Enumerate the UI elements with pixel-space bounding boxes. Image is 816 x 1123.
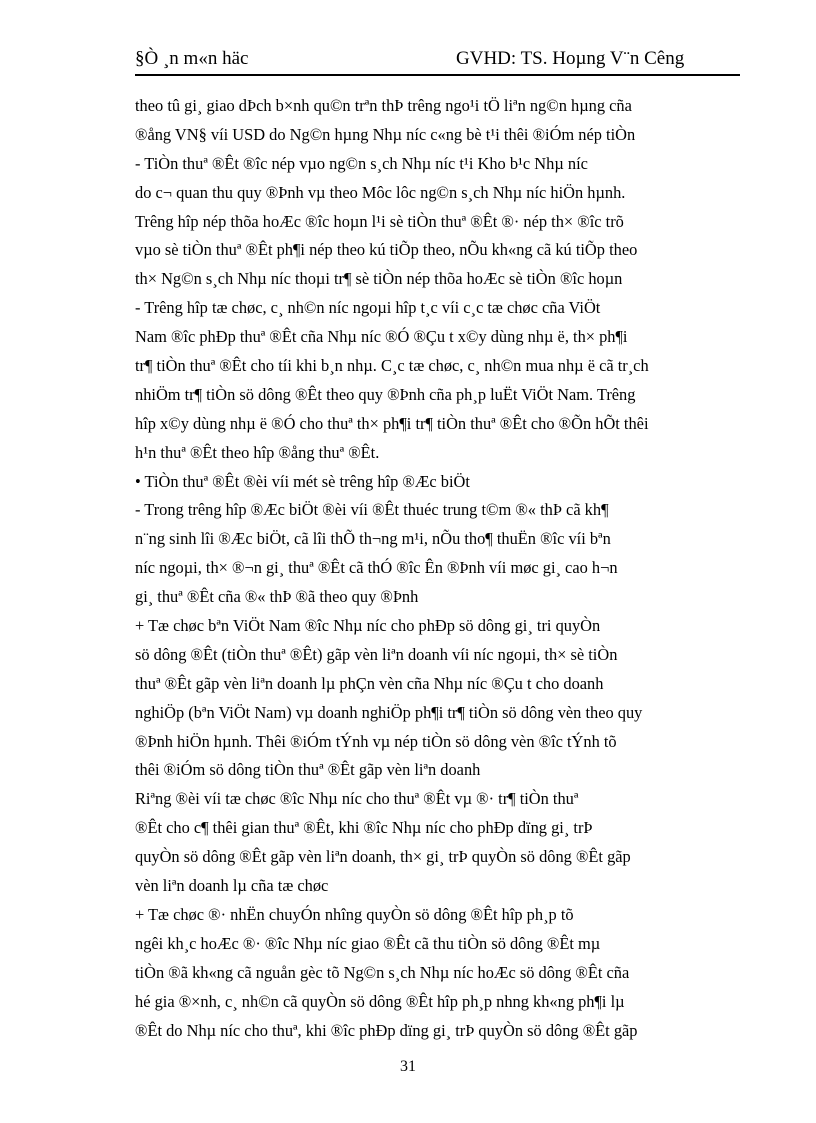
text-line: ®ång VN§ víi USD do Ng©n hµng Nhµ níc c«ng bè t¹i thêi ®iÓm nép tiÒn bbox=[135, 124, 636, 144]
header-supervisor: GVHD: TS. Hoµng V¨n Cêng bbox=[456, 48, 685, 69]
text-line: nhiÖm tr¶ tiÒn sö dông ®Êt theo quy ®Þnh cña ph¸p luËt ViÖt Nam. Trêng bbox=[135, 384, 636, 404]
text-line: níc ngoµi, th× ®¬n gi¸ thuª ®Êt cã thÓ ®îc Ên ®Þnh víi møc gi¸ cao h¬n bbox=[135, 558, 618, 578]
text-line: Trêng hîp nép thõa hoÆc ®îc hoµn l¹i sè tiÒn thuª ®Êt ®· nép th× ®îc trõ bbox=[135, 211, 624, 231]
text-line: do c¬ quan thu quy ®Þnh vµ theo Môc lôc ng©n s¸ch Nhµ níc hiÖn hµnh. bbox=[135, 182, 626, 202]
text-line: - Trêng hîp tæ chøc, c¸ nh©n níc ngoµi hîp t¸c víi c¸c tæ chøc cña ViÖt bbox=[135, 298, 601, 318]
text-line: thuª ®Êt gãp vèn liªn doanh lµ phÇn vèn cña Nhµ níc ®Çu t cho doanh bbox=[135, 673, 604, 693]
text-line: + Tæ chøc ®· nhËn chuyÓn nhîng quyÒn sö dông ®Êt hîp ph¸p tõ bbox=[135, 904, 574, 924]
text-line: nghiÖp (bªn ViÖt Nam) vµ doanh nghiÖp ph¶i tr¶ tiÒn sö dông vèn theo quy bbox=[135, 702, 643, 722]
text-line: Riªng ®èi víi tæ chøc ®îc Nhµ níc cho thuª ®Êt vµ ®· tr¶ tiÒn thuª bbox=[135, 789, 579, 809]
text-line: - TiÒn thuª ®Êt ®îc nép vµo ng©n s¸ch Nhµ níc t¹i Kho b¹c Nhµ níc bbox=[135, 153, 588, 173]
text-line: sö dông ®Êt (tiÒn thuª ®Êt) gãp vèn liªn doanh víi níc ngoµi, th× sè tiÒn bbox=[135, 644, 618, 664]
text-line: n¨ng sinh lîi ®Æc biÖt, cã lîi thÕ th¬ng m¹i, nÕu tho¶ thuËn ®îc víi bªn bbox=[135, 529, 611, 549]
text-line: theo tû gi¸ giao dÞch b×nh qu©n trªn thÞ trêng ngo¹i tÖ liªn ng©n hµng cña bbox=[135, 96, 632, 115]
text-line: ®Êt do Nhµ níc cho thuª, khi ®îc phÐp dïng gi¸ trÞ quyÒn sö dông ®Êt gãp bbox=[135, 1020, 638, 1040]
text-line: ngêi kh¸c hoÆc ®· ®îc Nhµ níc giao ®Êt cã thu tiÒn sö dông ®Êt mµ bbox=[135, 933, 601, 953]
text-line: hîp x©y dùng nhµ ë ®Ó cho thuª th× ph¶i tr¶ tiÒn thuª ®Êt cho ®Õn hÕt thêi bbox=[135, 413, 649, 433]
text-line: ®Êt cho c¶ thêi gian thuª ®Êt, khi ®îc Nhµ níc cho phÐp dïng gi¸ trÞ bbox=[135, 818, 593, 838]
text-line: th× Ng©n s¸ch Nhµ níc thoµi tr¶ sè tiÒn nép thõa hoÆc sè tiÒn ®îc hoµn bbox=[135, 269, 623, 289]
text-line: thêi ®iÓm sö dông tiÒn thuª ®Êt gãp vèn liªn doanh bbox=[135, 760, 481, 780]
text-line: ®Þnh hiÖn hµnh. Thêi ®iÓm tÝnh vµ nép tiÒn sö dông vèn ®îc tÝnh tõ bbox=[135, 731, 617, 751]
bullet-line: • TiÒn thuª ®Êt ®èi víi mét sè trêng hîp ®Æc biÖt bbox=[135, 471, 470, 491]
document-body bbox=[135, 92, 740, 1045]
text-line: Nam ®îc phÐp thuª ®Êt cña Nhµ níc ®Ó ®Çu t x©y dùng nhµ ë, th× ph¶i bbox=[135, 327, 628, 347]
text-line: - Trong trêng hîp ®Æc biÖt ®èi víi ®Êt thuéc trung t©m ®« thÞ cã kh¶ bbox=[135, 500, 609, 520]
text-line: vèn liªn doanh lµ cña tæ chøc bbox=[135, 876, 329, 896]
text-line: vµo sè tiÒn thuª ®Êt ph¶i nép theo kú tiÕp theo, nÕu kh«ng cã kú tiÕp theo bbox=[135, 240, 638, 260]
text-line: tr¶ tiÒn thuª ®Êt cho tíi khi b¸n nhµ. C¸c tæ chøc, c¸ nh©n mua nhµ ë cã tr¸ch bbox=[135, 356, 649, 376]
header-title: §Ò ¸n m«n häc bbox=[135, 48, 249, 69]
text-line: quyÒn sö dông ®Êt gãp vèn liªn doanh, th× gi¸ trÞ quyÒn sö dông ®Êt gãp bbox=[135, 847, 631, 867]
page-header bbox=[135, 48, 740, 76]
text-line: hé gia ®×nh, c¸ nh©n cã quyÒn sö dông ®Êt hîp ph¸p nhng kh«ng ph¶i lµ bbox=[135, 991, 625, 1011]
text-line: h¹n thuª ®Êt theo hîp ®ång thuª ®Êt. bbox=[135, 442, 380, 462]
text-line: tiÒn ®ã kh«ng cã nguån gèc tõ Ng©n s¸ch Nhµ níc hoÆc sö dông ®Êt cña bbox=[135, 962, 630, 982]
page-number: 31 bbox=[400, 1058, 416, 1075]
text-line: gi¸ thuª ®Êt cña ®« thÞ ®ã theo quy ®Þnh bbox=[135, 587, 419, 607]
text-line: + Tæ chøc bªn ViÖt Nam ®îc Nhµ níc cho phÐp sö dông gi¸ tri quyÒn bbox=[135, 616, 601, 636]
